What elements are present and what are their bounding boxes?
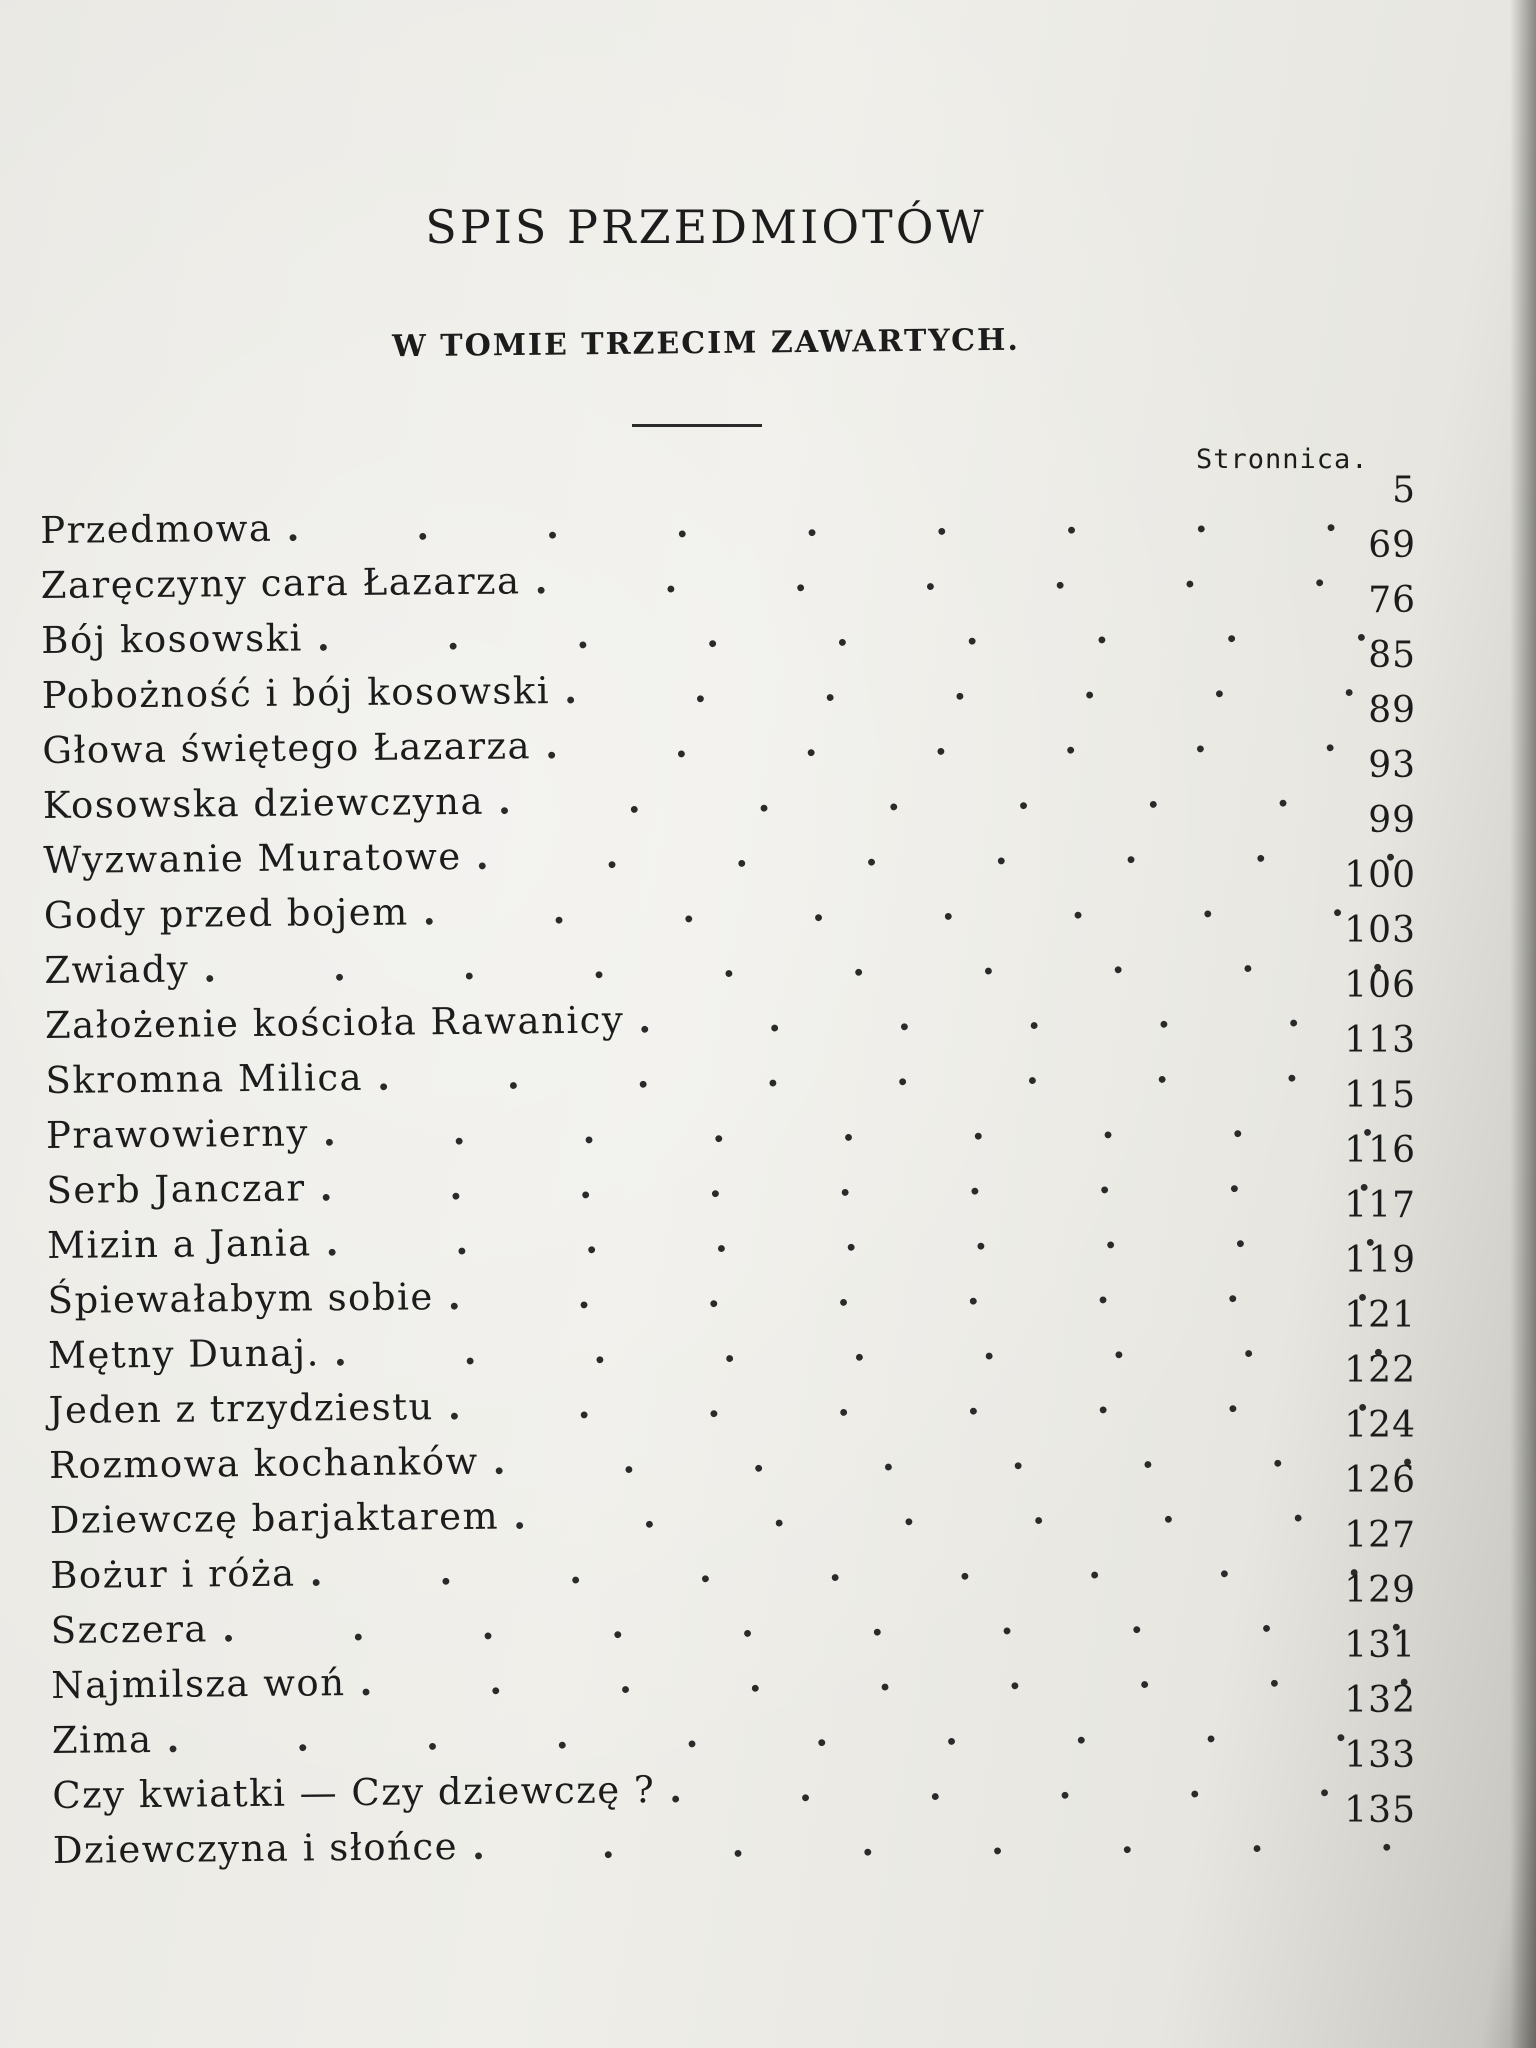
toc-page-number: 129 (1344, 1570, 1416, 1611)
toc-page-number: 135 (1344, 1790, 1416, 1831)
toc-entry-title: Zima (51, 1717, 153, 1762)
toc-entry-title: Pobożność i bój kosowski (41, 669, 551, 717)
toc-page-number: 132 (1344, 1680, 1416, 1721)
dot-leader (564, 660, 1408, 712)
dot-leader (323, 1100, 1412, 1154)
toc-entry-title: Głowa świętego Łazarza (42, 724, 532, 772)
toc-page-number: 119 (1344, 1240, 1416, 1281)
toc-page-number: 76 (1368, 580, 1416, 621)
toc-entry-title: Mizin a Jania (46, 1221, 312, 1267)
toc-entry-title: Założenie kościoła Rawanicy (44, 998, 625, 1047)
toc-entry-title: Dziewczę barjaktarem (49, 1494, 500, 1542)
toc-entry-title: Kosowska dziewczyna (42, 779, 485, 827)
toc-entry-title: Bój kosowski (41, 616, 304, 662)
toc-page-number: 103 (1344, 910, 1416, 951)
toc-entry-title: Przedmowa (40, 506, 273, 552)
dot-leader (472, 1815, 1419, 1868)
dot-leader (545, 715, 1409, 767)
dot-leader (498, 770, 1409, 823)
dot-leader (319, 1155, 1412, 1209)
dot-leader (534, 550, 1407, 602)
toc-page-number: 115 (1344, 1075, 1416, 1116)
toc-entry-title: Wyzwanie Muratowe (43, 834, 462, 882)
toc-entry-title: Mętny Dunaj. (47, 1331, 321, 1377)
toc-entry-title: Rozmowa kochanków (48, 1439, 479, 1487)
toc-page-number: 5 (1392, 470, 1416, 511)
toc-page-number: 131 (1344, 1625, 1416, 1666)
toc-entry-title: Dziewczyna i słońce (52, 1825, 459, 1872)
dot-leader (492, 1430, 1415, 1483)
toc-entry-title: Śpiewałabym sobie (47, 1275, 434, 1322)
dot-leader (334, 1320, 1415, 1374)
page-number-column (1296, 470, 1416, 1845)
page-edge-shadow (1510, 0, 1536, 2048)
toc-page-number: 127 (1344, 1515, 1416, 1556)
toc-page-number: 93 (1368, 745, 1416, 786)
toc-page-number: 117 (1344, 1185, 1416, 1226)
toc-entry-title: Skromna Milica (45, 1055, 364, 1102)
toc-entry-title: Bożur i róża (50, 1551, 296, 1597)
table-of-contents (40, 495, 1433, 1883)
toc-entry-title: Zwiady (44, 947, 190, 992)
toc-page-number: 113 (1344, 1020, 1416, 1061)
dot-leader (309, 1540, 1416, 1595)
toc-page-number: 116 (1344, 1130, 1416, 1171)
toc-entry-title: Gody przed bojem (43, 890, 409, 937)
toc-page-number: 85 (1368, 635, 1416, 676)
toc-entry-title: Jeden z trzydziestu (48, 1385, 435, 1432)
toc-entry-title: Szczera (50, 1607, 209, 1652)
dot-leader (448, 1375, 1415, 1428)
dot-leader (448, 1265, 1414, 1318)
dot-leader (325, 1210, 1413, 1264)
toc-page-number: 133 (1344, 1735, 1416, 1776)
toc-entry-title: Zaręczyny cara Łazarza (40, 559, 521, 607)
dot-leader (475, 825, 1409, 878)
toc-entry-title: Czy kwiatki — Czy dziewczę ? (52, 1768, 656, 1817)
toc-page-number: 124 (1344, 1405, 1416, 1446)
toc-page-number: 121 (1344, 1295, 1416, 1336)
toc-page-number: 69 (1368, 525, 1416, 566)
toc-entry-title: Najmilsza woń (51, 1661, 346, 1707)
dot-leader (286, 495, 1406, 550)
toc-entry-title: Serb Janczar (46, 1166, 306, 1212)
page-title: SPIS PRZEDMIOTÓW (425, 200, 987, 254)
dot-leader (513, 1485, 1416, 1538)
page-column-label: Stronnica. (1196, 444, 1369, 475)
toc-entry-title: Prawowierny (45, 1111, 310, 1157)
page-subtitle: W TOMIE TRZECIM ZAWARTYCH. (391, 322, 1021, 365)
dot-leader (359, 1650, 1417, 1704)
toc-page-number: 126 (1344, 1460, 1416, 1501)
dot-leader (377, 1045, 1412, 1099)
toc-page-number: 122 (1344, 1350, 1416, 1391)
toc-page-number: 100 (1344, 855, 1416, 896)
toc-page-number: 106 (1344, 965, 1416, 1006)
dot-leader (317, 605, 1408, 659)
toc-page-number: 99 (1368, 800, 1416, 841)
divider-rule (632, 424, 762, 427)
toc-page-number: 89 (1368, 690, 1416, 731)
dot-leader (422, 880, 1410, 933)
